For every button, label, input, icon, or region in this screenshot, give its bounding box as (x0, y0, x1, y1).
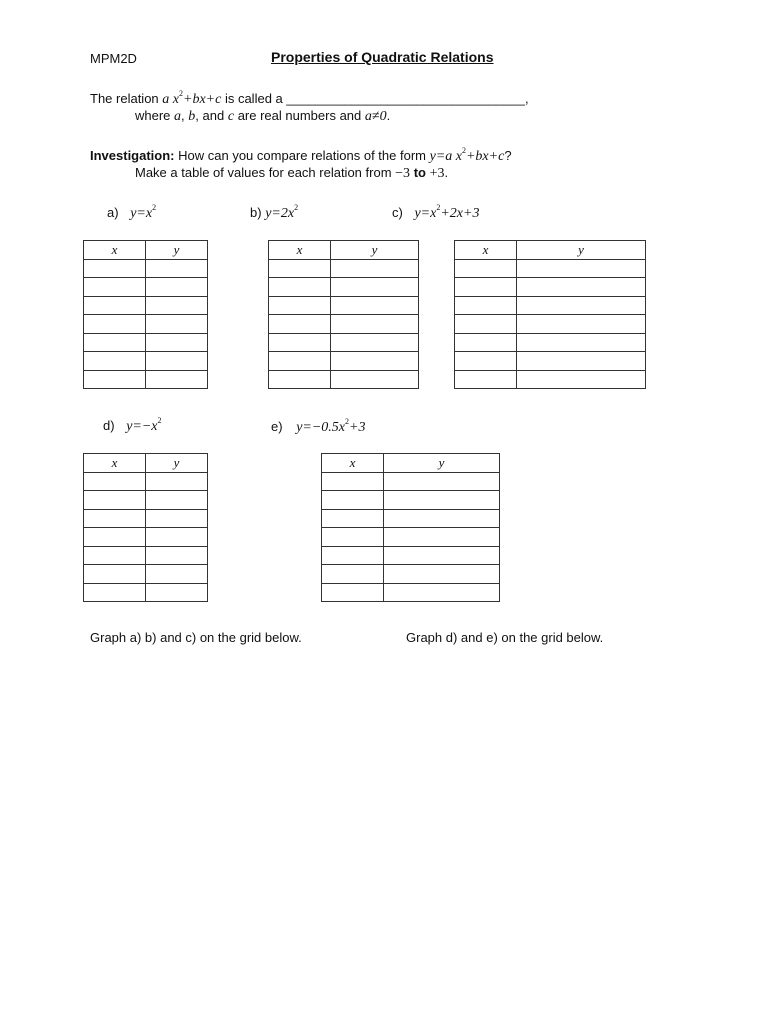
relation-equation: $y=2x^2$ (265, 203, 299, 221)
instruction-line (135, 165, 448, 182)
table-row (84, 370, 208, 389)
table-a (83, 240, 208, 389)
investigation-question: How can you compare relations of the form (178, 148, 426, 163)
relation-label: d) (103, 418, 115, 433)
table-row (84, 472, 208, 491)
y-header: y (384, 454, 500, 473)
table-row (84, 509, 208, 528)
to-value: +3 (429, 166, 445, 181)
x-header: x (84, 454, 146, 473)
table-row (84, 546, 208, 565)
investigation-form: y=a $x^2+bx+c$ (429, 146, 505, 164)
relation-label: b) (250, 205, 262, 220)
x-header: x (269, 241, 331, 260)
table-row (455, 333, 646, 352)
relation-equation: $y=-x^2$ (126, 416, 162, 434)
where-word: where (135, 108, 171, 123)
intro-line-1 (90, 89, 529, 108)
table-row (322, 491, 500, 510)
to-word: to (413, 165, 426, 180)
relation-equation: $y=x^2+2x+3$ (414, 203, 480, 221)
y-header: y (517, 241, 646, 260)
x-header: x (455, 241, 517, 260)
var-a: a (174, 109, 182, 124)
graph-instruction-left: Graph a) b) and c) on the grid below. (90, 630, 302, 645)
and-word: , and (195, 108, 225, 123)
table-row (455, 315, 646, 334)
relation-a (107, 203, 156, 222)
relation-equation: $y=-0.5x^2+3$ (296, 417, 366, 435)
intro-rest: are real numbers and (237, 108, 362, 123)
table-row (84, 565, 208, 584)
investigation-label: Investigation: (90, 148, 175, 163)
table-e (321, 453, 500, 602)
page-title: Properties of Quadratic Relations (271, 49, 494, 65)
table-row (269, 296, 419, 315)
comma: , (181, 108, 185, 123)
answer-blank[interactable]: _________________________________, (286, 91, 529, 106)
table-row (269, 259, 419, 278)
relation-label: c) (392, 205, 403, 220)
intro-line-2 (135, 108, 390, 125)
from-value: −3 (395, 166, 411, 181)
intro-mid: is called a (224, 91, 283, 106)
table-row (455, 370, 646, 389)
table-row (322, 565, 500, 584)
table-row (84, 259, 208, 278)
table-row (84, 315, 208, 334)
table-row (269, 315, 419, 334)
period: . (444, 165, 449, 180)
intro-prefix: The relation (90, 91, 159, 106)
table-row (84, 491, 208, 510)
relation-d (103, 416, 162, 435)
table-row (322, 528, 500, 547)
table-row (455, 296, 646, 315)
table-row (455, 259, 646, 278)
table-c (454, 240, 646, 389)
var-b: b (188, 109, 196, 124)
relation-b (250, 203, 298, 222)
table-row (269, 278, 419, 297)
table-row (455, 352, 646, 371)
table-row (322, 509, 500, 528)
var-c: c (227, 109, 235, 124)
x-header: x (84, 241, 146, 260)
relation-label: a) (107, 205, 119, 220)
relation-label: e) (271, 419, 283, 434)
y-header: y (146, 454, 208, 473)
table-row (84, 278, 208, 297)
instruction-text: Make a table of values for each relation from (135, 165, 392, 180)
x-header: x (322, 454, 384, 473)
table-row (84, 333, 208, 352)
table-row (84, 296, 208, 315)
table-d (83, 453, 208, 602)
general-form: a $x^2+bx+c$ (162, 89, 222, 107)
question-mark: ? (504, 148, 512, 163)
relation-equation: $y=x^2$ (130, 203, 157, 221)
table-row (269, 352, 419, 371)
table-b (268, 240, 419, 389)
table-row (269, 370, 419, 389)
y-header: y (331, 241, 419, 260)
table-row (322, 546, 500, 565)
table-row (455, 278, 646, 297)
table-row (322, 583, 500, 602)
table-row (84, 583, 208, 602)
investigation-line (90, 146, 512, 165)
relation-e (271, 417, 365, 436)
relation-c (392, 203, 479, 222)
nonzero-condition: a≠0 (364, 109, 387, 124)
graph-instruction-right: Graph d) and e) on the grid below. (406, 630, 604, 645)
period: . (386, 108, 391, 123)
table-row (322, 472, 500, 491)
table-row (84, 352, 208, 371)
y-header: y (146, 241, 208, 260)
table-row (84, 528, 208, 547)
table-row (269, 333, 419, 352)
course-code: MPM2D (90, 51, 137, 66)
